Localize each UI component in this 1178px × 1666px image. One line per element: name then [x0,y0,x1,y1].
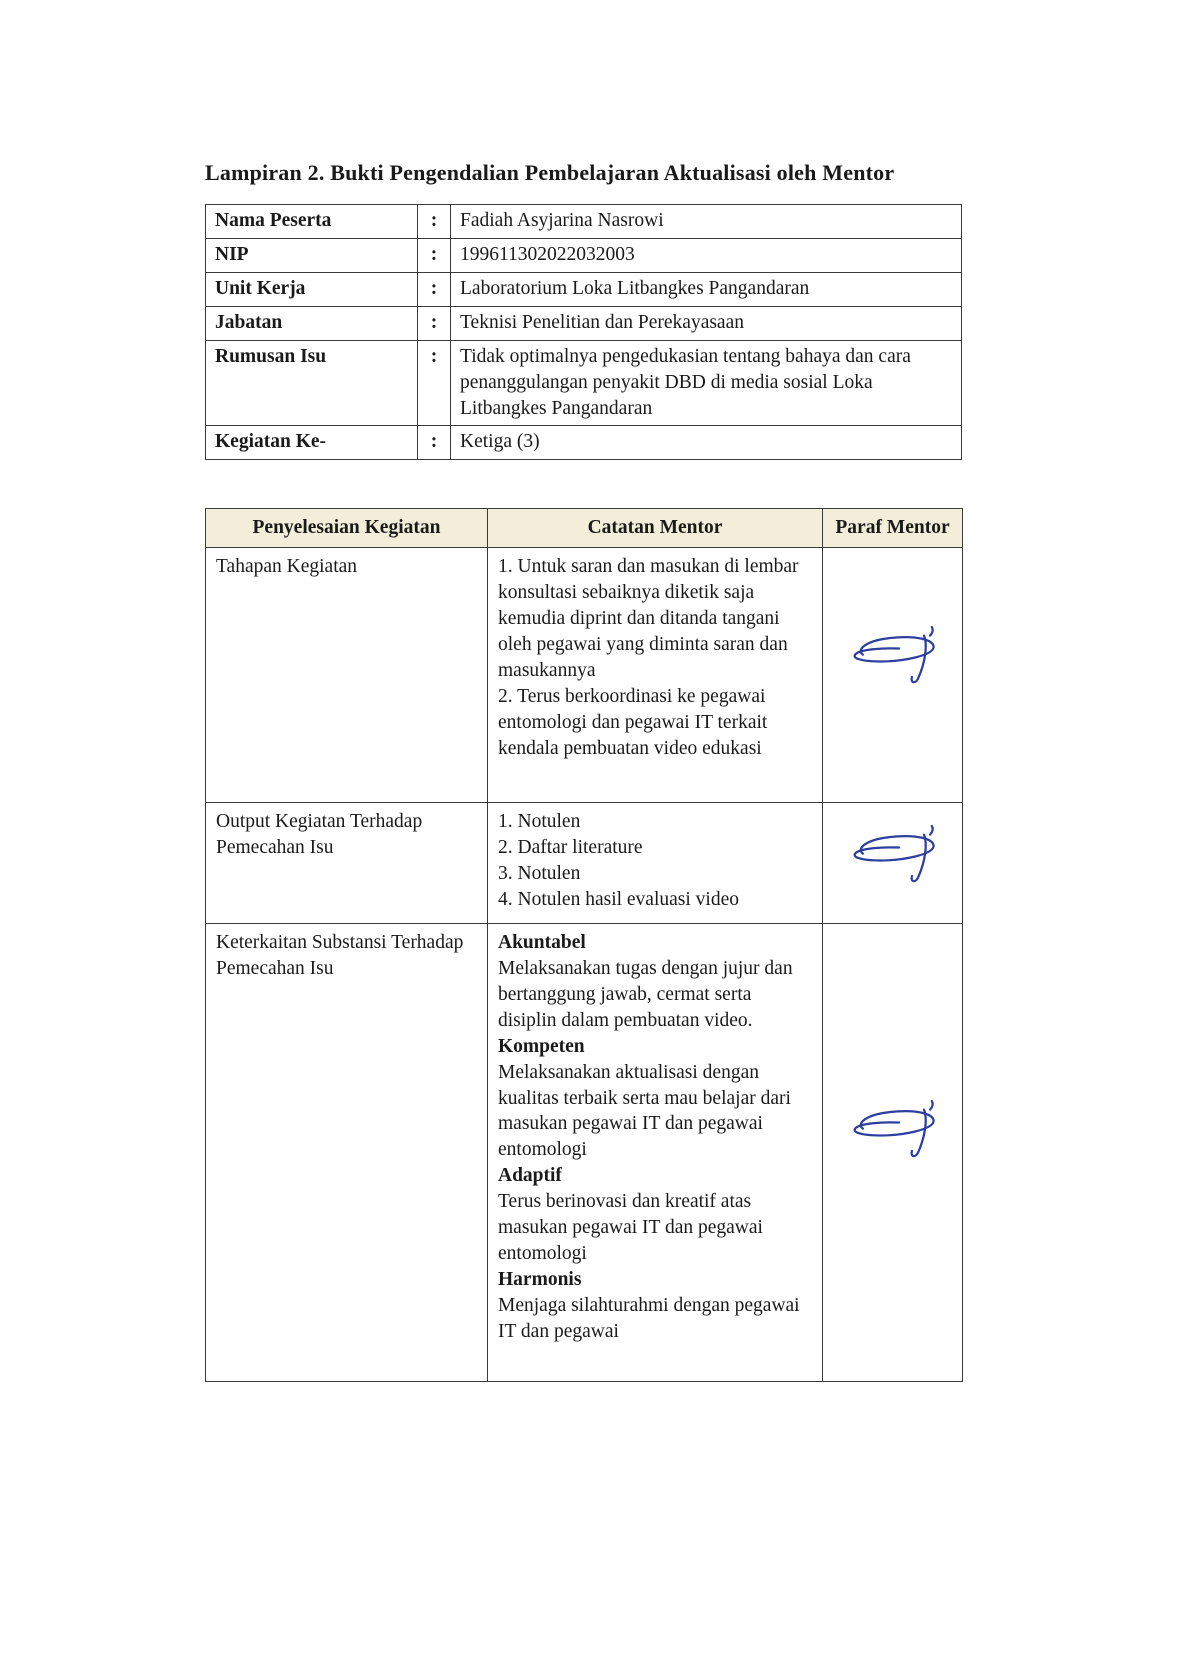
catatan-line: 3. Notulen [498,863,581,885]
catatan-line: 4. Notulen hasil evaluasi video [498,889,739,911]
header-catatan-mentor: Catatan Mentor [488,509,823,548]
cell-penyelesaian: Keterkaitan Substansi Terhadap Pemecahan Isu [206,923,488,1381]
info-value-nama: Fadiah Asyjarina Nasrowi [451,205,962,239]
info-value-nip: 199611302022032003 [451,238,962,272]
cell-paraf [823,803,963,924]
info-label-unit-kerja: Unit Kerja [206,272,418,306]
mentor-signature [837,815,949,887]
info-separator: : [418,272,451,306]
cell-catatan [488,803,823,924]
catatan-heading: Adaptif [498,1165,562,1187]
info-separator: : [418,205,451,239]
catatan-line: 2. Daftar literature [498,837,643,859]
mentor-signature [837,616,949,688]
cell-penyelesaian: Output Kegiatan Terhadap Pemecahan Isu [206,803,488,924]
info-value-kegiatan-ke: Ketiga (3) [451,426,962,460]
catatan-line: 1. Notulen [498,811,581,833]
catatan-text: Melaksanakan aktualisasi dengan kualitas terbaik serta mau belajar dari masukan pegawai IT dan pegawai entomologi [498,1061,791,1161]
table-row [206,205,962,239]
catatan-heading: Harmonis [498,1268,582,1290]
table-row [206,426,962,460]
info-label-nip: NIP [206,238,418,272]
document-content [205,160,962,1382]
info-value-jabatan: Teknisi Penelitian dan Perekayasaan [451,306,962,340]
participant-info-table [205,204,962,460]
info-separator: : [418,340,451,426]
catatan-text: Melaksanakan tugas dengan jujur dan bertanggung jawab, cermat serta disiplin dalam pembuatan video. [498,957,793,1031]
table-row [206,340,962,426]
cell-paraf [823,548,963,803]
info-separator: : [418,306,451,340]
cell-paraf [823,923,963,1381]
table-row-keterkaitan-substansi [206,923,963,1381]
table-row [206,238,962,272]
info-separator: : [418,238,451,272]
catatan-heading: Kompeten [498,1035,585,1057]
catatan-text: Menjaga silahturahmi dengan pegawai IT dan pegawai [498,1294,800,1342]
catatan-text: Terus berinovasi dan kreatif atas masukan pegawai IT dan pegawai entomologi [498,1191,763,1265]
cell-penyelesaian: Tahapan Kegiatan [206,548,488,803]
catatan-line: 1. Untuk saran dan masukan di lembar konsultasi sebaiknya diketik saja kemudia diprint dan ditanda tangani oleh pegawai yang diminta saran dan masukannya [498,556,799,681]
cell-catatan [488,923,823,1381]
info-label-rumusan-isu: Rumusan Isu [206,340,418,426]
mentor-control-table [205,508,963,1382]
info-label-nama: Nama Peserta [206,205,418,239]
info-value-rumusan-isu: Tidak optimalnya pengedukasian tentang bahaya dan cara penanggulangan penyakit DBD di media sosial Loka Litbangkes Pangandaran [451,340,962,426]
catatan-heading: Akuntabel [498,931,586,953]
info-separator: : [418,426,451,460]
table-row-output-kegiatan [206,803,963,924]
header-paraf-mentor: Paraf Mentor [823,509,963,548]
table-header-row [206,509,963,548]
catatan-line: 2. Terus berkoordinasi ke pegawai entomologi dan pegawai IT terkait kendala pembuatan video edukasi [498,685,768,759]
cell-catatan [488,548,823,803]
table-row-tahapan-kegiatan [206,548,963,803]
header-penyelesaian-kegiatan: Penyelesaian Kegiatan [206,509,488,548]
table-row [206,272,962,306]
table-row [206,306,962,340]
info-label-jabatan: Jabatan [206,306,418,340]
page-title: Lampiran 2. Bukti Pengendalian Pembelajaran Aktualisasi oleh Mentor [205,160,895,185]
info-label-kegiatan-ke: Kegiatan Ke- [206,426,418,460]
mentor-signature [837,1090,949,1162]
info-value-unit-kerja: Laboratorium Loka Litbangkes Pangandaran [451,272,962,306]
